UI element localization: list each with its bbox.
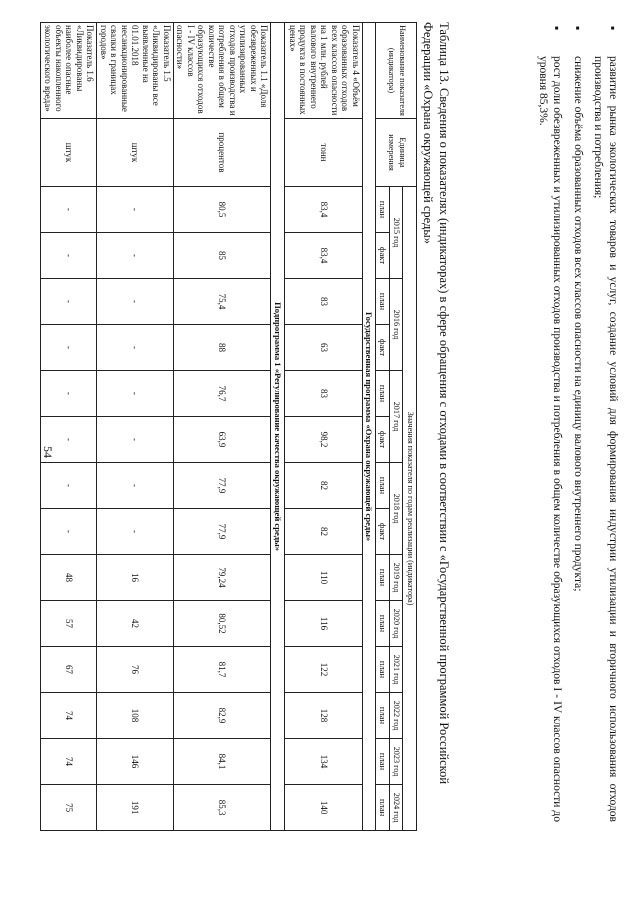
value-cell: 85	[174, 233, 272, 279]
value-cell: 63	[285, 325, 363, 371]
plan-fact-header: план	[376, 555, 390, 601]
plan-fact-header: план	[376, 601, 390, 647]
value-cell: -	[41, 233, 97, 279]
value-cell: 122	[285, 647, 363, 693]
plan-fact-header: план	[376, 371, 390, 417]
value-cell: -	[41, 509, 97, 555]
indicator-unit: процентов	[174, 119, 272, 187]
value-cell: -	[97, 187, 174, 233]
bullet-text: снижение объёма образованных отходов всех классов опасности на единицу валового внутреннего продукта;	[572, 56, 584, 592]
value-cell: 83	[285, 371, 363, 417]
value-cell: 63,9	[174, 417, 272, 463]
plan-fact-header: факт	[376, 509, 390, 555]
section-row	[271, 23, 285, 831]
year-header: 2022 год	[390, 693, 404, 739]
value-cell: 98,2	[285, 417, 363, 463]
year-header: 2023 год	[390, 739, 404, 785]
value-cell: 191	[97, 785, 174, 831]
indicator-name: Показатель 1.5 «Ликвидированы все выявленные на 01.01.2018 несанкционированные свалки в границах городов»	[97, 23, 174, 119]
value-cell: 16	[97, 555, 174, 601]
section-subprogram: Подпрограмма 1 «Регулирование качества окружающей среды»	[271, 23, 285, 831]
value-cell: 80,52	[174, 601, 272, 647]
value-cell: 140	[285, 785, 363, 831]
value-cell: 88	[174, 325, 272, 371]
table-row	[41, 23, 97, 831]
plan-fact-header: факт	[376, 325, 390, 371]
value-cell: 83,4	[285, 233, 363, 279]
page-number: 54	[41, 446, 55, 458]
indicator-name: Показатель 1.1 «Доля обезвреженных и утилизированных отходов производства и потребления в общем количестве образующихся отходов I - IV классов опасности»	[174, 23, 272, 119]
year-header: 2016 год	[390, 279, 404, 371]
value-cell: -	[41, 463, 97, 509]
bullet-marker: ▪	[571, 26, 585, 31]
plan-fact-header: план	[376, 647, 390, 693]
bullet-marker: ▪	[606, 26, 620, 31]
value-cell: -	[41, 279, 97, 325]
value-cell: 75	[41, 785, 97, 831]
value-cell: 82	[285, 463, 363, 509]
value-cell: -	[97, 463, 174, 509]
value-cell: -	[97, 279, 174, 325]
value-cell: -	[97, 509, 174, 555]
value-cell: 75,4	[174, 279, 272, 325]
value-cell: 85,3	[174, 785, 272, 831]
value-cell: 134	[285, 739, 363, 785]
indicator-unit: штук	[41, 119, 97, 187]
value-cell: 108	[97, 693, 174, 739]
value-cell: 42	[97, 601, 174, 647]
year-header: 2020 год	[390, 601, 404, 647]
year-header: 2019 год	[390, 555, 404, 601]
table-caption: Таблица 13. Сведения о показателях (индикаторах) в сфере обращения с отходами в соответствии с «Государственной программой Российской Федерации «Охрана окружающей среды»	[421, 22, 451, 785]
bullet-list	[530, 22, 621, 822]
indicator-unit: штук	[97, 119, 174, 187]
value-cell: 80,5	[174, 187, 272, 233]
value-cell: 76	[97, 647, 174, 693]
value-cell: -	[41, 187, 97, 233]
value-cell: 83	[285, 279, 363, 325]
indicator-name: Показатель 4 «Объём образованных отходов всех классов опасности на 1 млн. рублей валового внутреннего продукта в постоянных ценах»	[285, 23, 363, 119]
value-cell: 77,9	[174, 509, 272, 555]
indicator-unit: тонн	[285, 119, 363, 187]
year-header: 2017 год	[390, 371, 404, 463]
value-cell: 77,9	[174, 463, 272, 509]
indicator-name: Показатель 1.6 «Ликвидированы наиболее опасные объекты накопленного экологического вреда»	[41, 23, 97, 119]
year-header: 2024 год	[390, 785, 404, 831]
value-cell: -	[97, 417, 174, 463]
value-cell: 84,1	[174, 739, 272, 785]
table-row	[97, 23, 174, 831]
bullet-text: развитие рынка экологических товаров и услуг, создание условий для формирования индустрии утилизации и вторичного использования отходов производства и потребления;	[592, 56, 619, 822]
year-header: 2015 год	[390, 187, 404, 279]
value-cell: 76,7	[174, 371, 272, 417]
value-cell: 116	[285, 601, 363, 647]
value-cell: 48	[41, 555, 97, 601]
table-row	[174, 23, 272, 831]
value-cell: 81,7	[174, 647, 272, 693]
plan-fact-header: план	[376, 279, 390, 325]
value-cell: -	[97, 325, 174, 371]
value-cell: 110	[285, 555, 363, 601]
value-cell: 82	[285, 509, 363, 555]
plan-fact-header: план	[376, 785, 390, 831]
value-cell: 67	[41, 647, 97, 693]
header-indicator-name: Наименование показателя (индикатора)	[376, 23, 417, 119]
value-cell: -	[97, 233, 174, 279]
header-unit: Единица измерения	[376, 119, 417, 187]
table-body	[41, 23, 376, 831]
bullet-item	[591, 22, 620, 822]
plan-fact-header: план	[376, 187, 390, 233]
plan-fact-header: план	[376, 739, 390, 785]
year-header: 2018 год	[390, 463, 404, 555]
header-values: Значения показателя по годам реализации (индикатора)	[403, 187, 417, 831]
bullet-item	[571, 22, 586, 822]
section-state-program: Государственная программа «Охрана окружающей среды»	[363, 23, 377, 831]
value-cell: 128	[285, 693, 363, 739]
value-cell: 57	[41, 601, 97, 647]
value-cell: -	[41, 417, 97, 463]
plan-fact-header: факт	[376, 417, 390, 463]
value-cell: 79,24	[174, 555, 272, 601]
value-cell: -	[41, 371, 97, 417]
table-row	[285, 23, 363, 831]
value-cell: 74	[41, 739, 97, 785]
section-row	[363, 23, 377, 831]
bullet-marker: ▪	[550, 26, 565, 31]
value-cell: 83,4	[285, 187, 363, 233]
plan-fact-header: план	[376, 463, 390, 509]
plan-fact-header: план	[376, 693, 390, 739]
value-cell: 74	[41, 693, 97, 739]
value-cell: 82,9	[174, 693, 272, 739]
year-header: 2021 год	[390, 647, 404, 693]
bullet-text: рост доли обезвреженных и утилизированных отходов производства и потребления в общем количестве образующихся отходов I - IV классов опасности до уровня 85,3%.	[537, 56, 564, 822]
bullet-item	[536, 22, 565, 822]
plan-fact-header: факт	[376, 233, 390, 279]
value-cell: -	[41, 325, 97, 371]
indicators-table	[41, 22, 418, 831]
value-cell: -	[97, 371, 174, 417]
value-cell: 146	[97, 739, 174, 785]
